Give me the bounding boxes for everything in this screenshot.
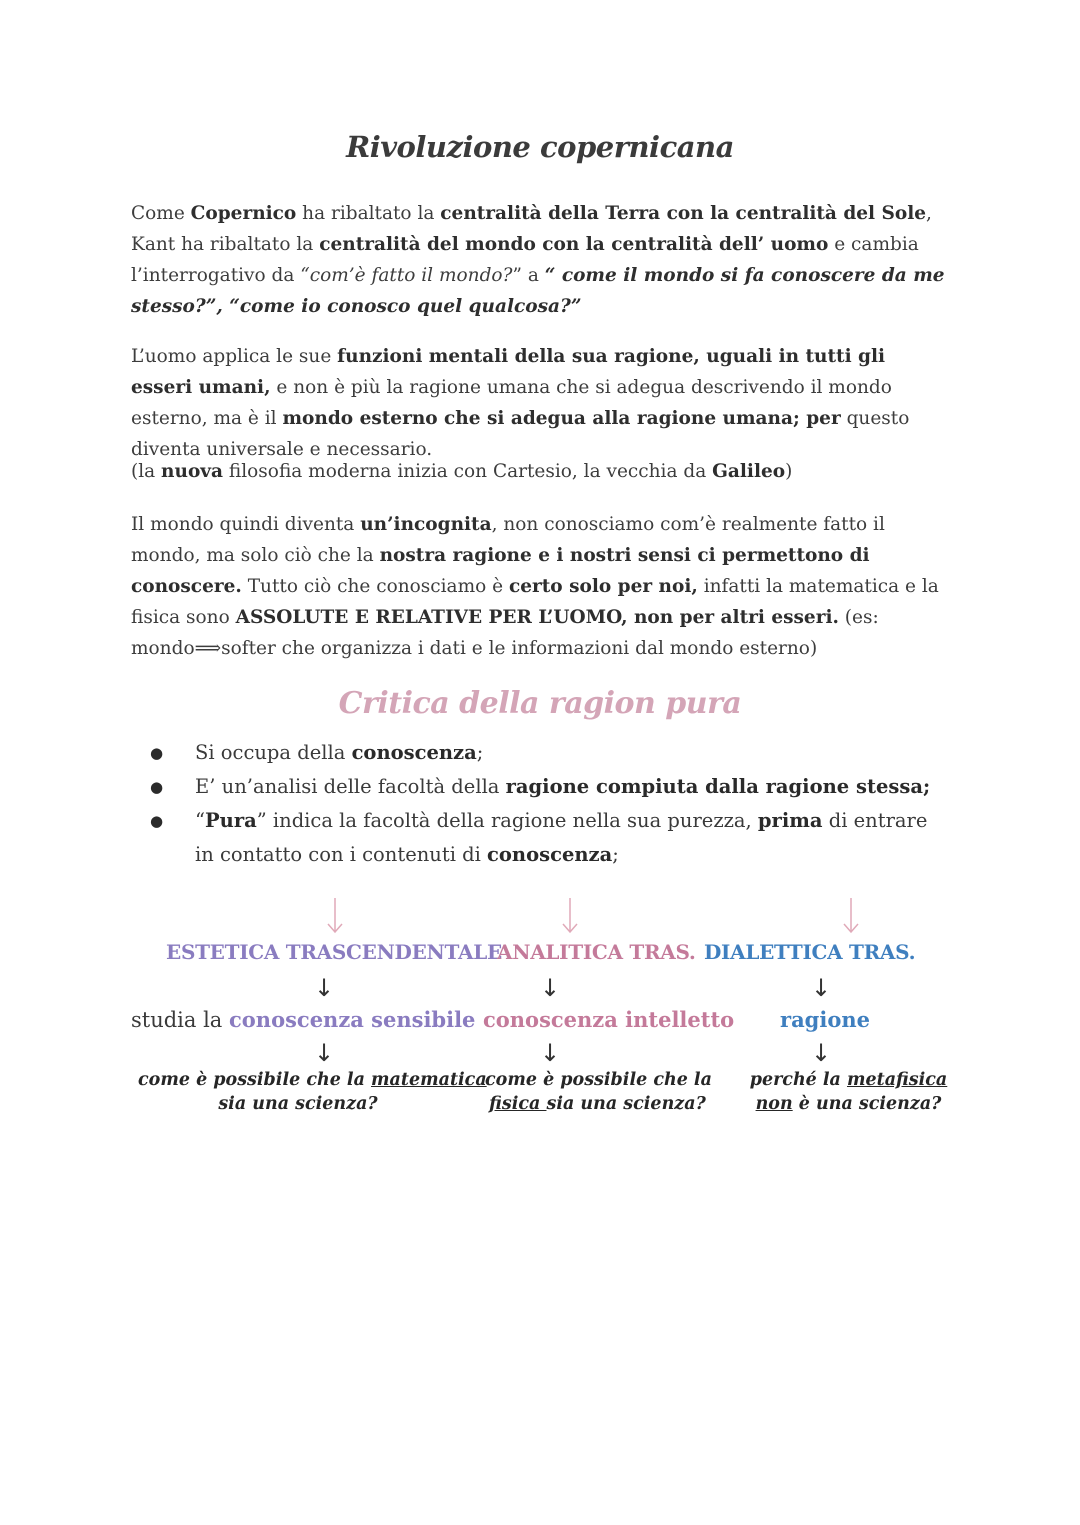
arrow-down-icon: ↓: [540, 974, 561, 1002]
pink-arrow-down-icon: [841, 896, 861, 936]
arrow-down-icon: ↓: [811, 974, 832, 1002]
heading-analitica: ANALITICA TRAS.: [497, 940, 696, 964]
question-analitica: come è possibile che la fisica sia una scienza?: [485, 1070, 712, 1114]
paragraph-copernican: Come Copernico ha ribaltato la centralità della Terra con la centralità del Sole, Kant ha ribaltato la centralità del mondo con la centralità dell’ uomo e cambia l’interrogativo da “com’è fatto il mondo?” a “ come il mondo si fa conoscere da me stesso?”, “come io conosco quel qualcosa?”: [131, 203, 945, 317]
question-dialettica: perché la metafisica non è una scienza?: [749, 1070, 948, 1114]
pink-arrow-down-icon: [560, 896, 580, 936]
list-item: ● “Pura” indica la facoltà della ragione nella sua purezza, prima di entrare in contatto con i contenuti di conoscenza;: [150, 804, 950, 872]
section-title-critica: Critica della ragion pura: [338, 686, 742, 721]
list-item: ● E’ un’analisi delle facoltà della ragione compiuta dalla ragione stessa;: [150, 770, 950, 804]
list-item: ● Si occupa della conoscenza;: [150, 736, 950, 770]
heading-estetica: ESTETICA TRASCENDENTALE: [166, 940, 502, 964]
analitica-subject: conoscenza intelletto: [483, 1007, 735, 1032]
question-estetica: come è possibile che la matematica sia una scienza?: [138, 1070, 487, 1114]
bullet-list: [150, 736, 950, 872]
arrow-down-icon: ↓: [314, 1039, 335, 1067]
estetica-subject: studia la conoscenza sensibile: [131, 1007, 476, 1032]
paragraph-reason: L’uomo applica le sue funzioni mentali della sua ragione, uguali in tutti gli esseri umani, e non è più la ragione umana che si adegua descrivendo il mondo esterno, ma è il mondo esterno che si adegua alla ragione umana; per questo diventa universale e necessario.: [131, 346, 910, 460]
paragraph-philosophy-note: (la nuova filosofia moderna inizia con Cartesio, la vecchia da Galileo): [131, 461, 793, 482]
dialettica-subject: ragione: [780, 1007, 870, 1032]
arrow-down-icon: ↓: [811, 1039, 832, 1067]
heading-dialettica: DIALETTICA TRAS.: [704, 940, 916, 964]
page-title: Rivoluzione copernicana: [346, 130, 734, 164]
pink-arrow-down-icon: [325, 896, 345, 936]
arrow-down-icon: ↓: [540, 1039, 561, 1067]
arrow-down-icon: ↓: [314, 974, 335, 1002]
paragraph-unknown-world: Il mondo quindi diventa un’incognita, non conosciamo com’è realmente fatto il mondo, ma solo ciò che la nostra ragione e i nostri sensi ci permettono di conoscere. Tutto ciò che conosciamo è certo solo per noi, infatti la matematica e la fisica sono ASSOLUTE E RELATIVE PER L’UOMO, non per altri esseri. (es: mondo⟹softer che organizza i dati e le informazioni dal mondo esterno): [131, 514, 939, 659]
